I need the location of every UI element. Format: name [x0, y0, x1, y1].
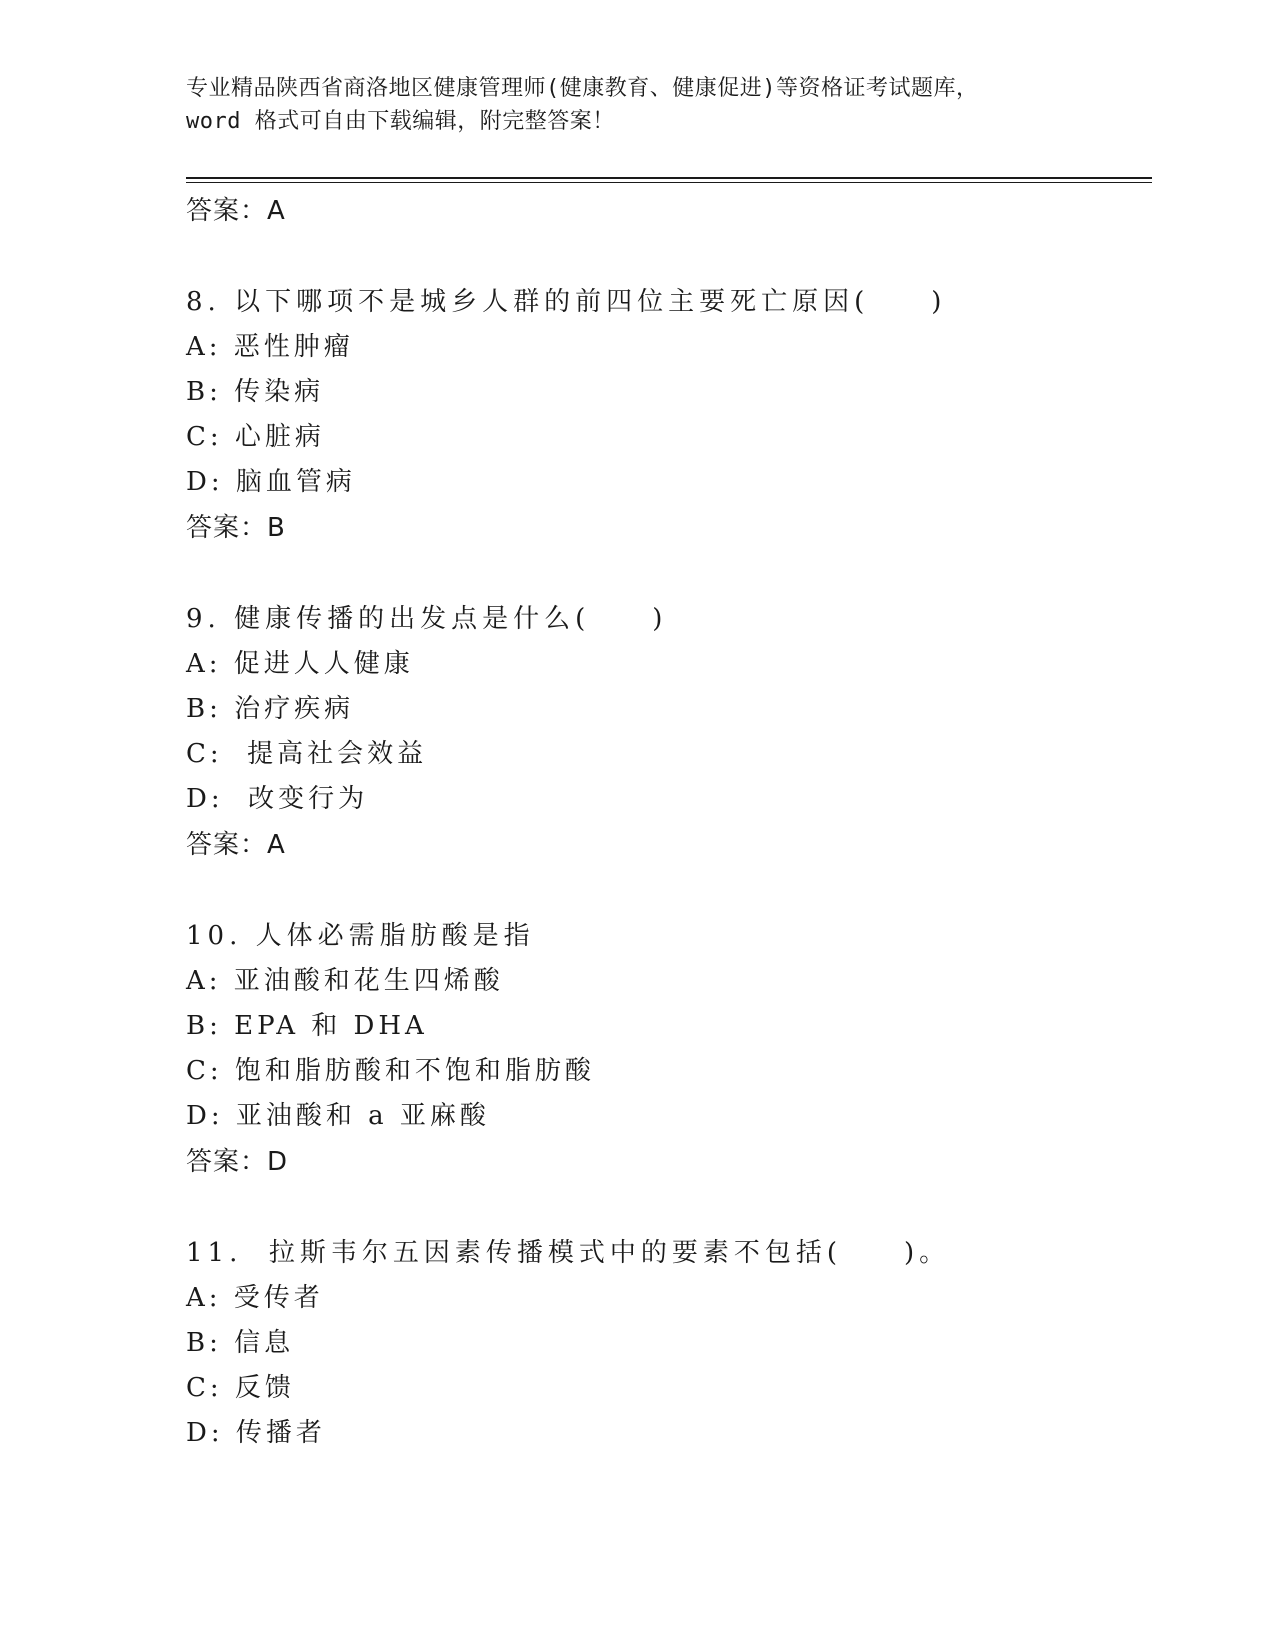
question-block — [186, 279, 1146, 551]
spacer — [186, 551, 1146, 596]
question-answer: 答案：D — [186, 1147, 289, 1177]
header-line-1: 专业精品陕西省商洛地区健康管理师(健康教育、健康促进)等资格证考试题库， — [186, 76, 979, 101]
document-header — [186, 72, 1086, 138]
previous-answer: 答案：A — [186, 196, 286, 226]
question-block — [186, 913, 1146, 1185]
option-d: D: 脑血管病 — [186, 467, 356, 497]
option-c: C: 提高社会效益 — [186, 739, 428, 769]
question-text: 10. 人体必需脂肪酸是指 — [186, 921, 535, 951]
question-text: 11. 拉斯韦尔五因素传播模式中的要素不包括( )。 — [186, 1238, 951, 1268]
header-divider-thin — [186, 182, 1152, 183]
option-b: B: 信息 — [186, 1328, 295, 1358]
option-a: A: 恶性肿瘤 — [186, 332, 354, 362]
option-c: C: 反馈 — [186, 1373, 295, 1403]
question-list — [186, 188, 1146, 1456]
spacer — [186, 868, 1146, 913]
question-text: 8. 以下哪项不是城乡人群的前四位主要死亡原因( ) — [186, 287, 947, 317]
spacer — [186, 1185, 1146, 1230]
header-divider-thick — [186, 177, 1152, 179]
option-b: B: 传染病 — [186, 377, 325, 407]
header-line-2: word 格式可自由下载编辑，附完整答案！ — [186, 109, 615, 134]
question-block — [186, 1230, 1146, 1456]
question-text: 9. 健康传播的出发点是什么( ) — [186, 604, 668, 634]
question-answer: 答案：A — [186, 830, 286, 860]
question-answer: 答案：B — [186, 513, 286, 543]
option-a: A: 受传者 — [186, 1283, 324, 1313]
document-page — [186, 0, 1146, 1650]
option-a: A: 促进人人健康 — [186, 649, 414, 679]
option-d: D: 传播者 — [186, 1418, 326, 1448]
option-d: D: 改变行为 — [186, 784, 369, 814]
option-c: C: 饱和脂肪酸和不饱和脂肪酸 — [186, 1056, 595, 1086]
option-b: B: EPA 和 DHA — [186, 1011, 428, 1041]
option-d: D: 亚油酸和 a 亚麻酸 — [186, 1101, 490, 1131]
option-b: B: 治疗疾病 — [186, 694, 355, 724]
option-a: A: 亚油酸和花生四烯酸 — [186, 966, 504, 996]
question-block — [186, 596, 1146, 868]
spacer — [186, 234, 1146, 279]
option-c: C: 心脏病 — [186, 422, 325, 452]
